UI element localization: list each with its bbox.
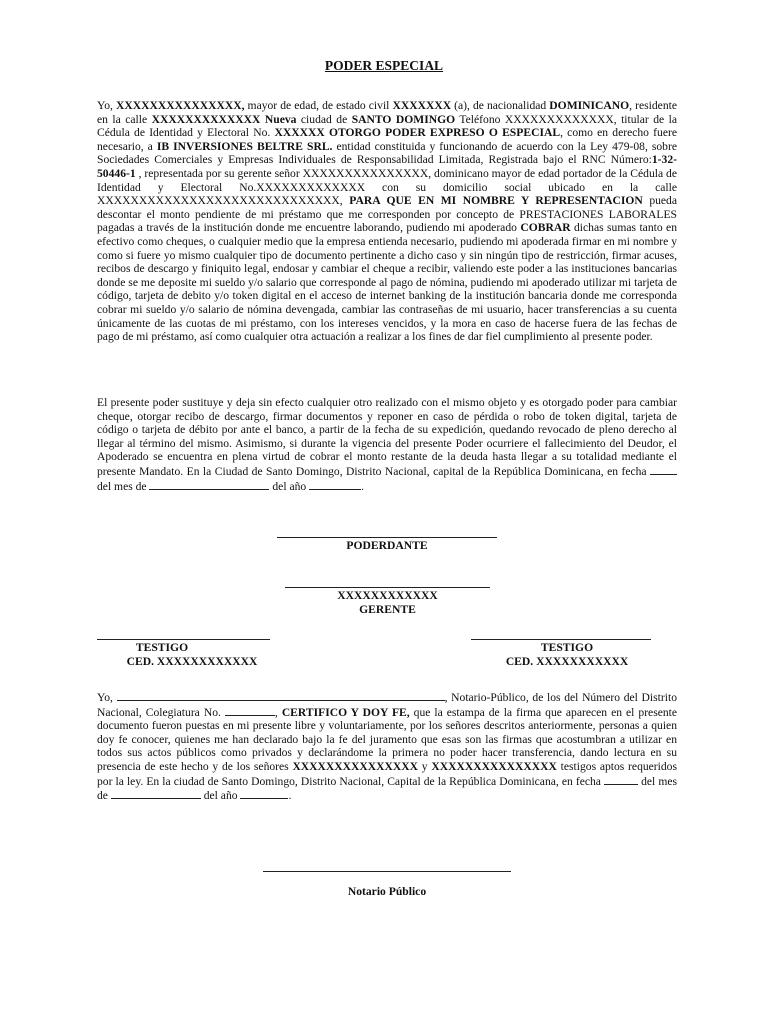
witness-name-1: XXXXXXXXXXXXXXX <box>292 759 419 773</box>
rnc-number: 1-32-50446-1 <box>97 153 677 180</box>
paragraph-power-of-attorney <box>97 99 677 344</box>
witness-left-label: TESTIGO <box>135 641 189 654</box>
poderdante-label: PODERDANTE <box>346 539 428 552</box>
text-run: dichas sumas tanto en efectivo como cheques, o cualquier medio que la empresa entienda necesario, pudiendo mi apoderada firmar en mi nombre y como si fuere yo mismo cualquier tipo de documento pertinente a dicho caso y sin ningún tipo de restricción, firmar acuses, recibos de descargo y finiquito legal, endosar y cambiar el cheque a recibir, valiendo este poder a las instituciones bancarias donde se me deposite mi sueldo y/o salario que corresponde al pago de nómina, pudiendo mi apoderado utilizar mi tarjeta de código, tarjeta de debito y/o token digital en el acceso de internet banking de la institución bancaria donde me corresponda cobrar mi sueldo y/o salario de nómina devengada, cambiar las contraseñas de mi usuario, hacer transferencias a su cuenta únicamente de las cuotas de mi préstamo, con los intereses vencidos, y la mora en caso de hacerse fuera de las fechas de pago de mi préstamo, así como cualquier otra actuación a realizar a los fines de dar fiel cumplimiento al presente poder. <box>97 221 677 344</box>
nationality: DOMINICANO <box>549 99 630 112</box>
text-run: El presente poder sustituye y deja sin efecto cualquier otro realizado con el mismo objeto y es otorgado poder para cambiar cheque, otorgar recibo de descargo, firmar documentos y reponer en caso de pérdida o robo de token digital, tarjeta de código o tarjeta de débito por ante el banco, a partir de la fecha de su expedición, quedando revocado de pleno derecho al llegar al término del mismo. Asimismo, si durante la vigencia del presente Poder ocurriere el fallecimiento del Deudor, el Apoderado se encuentra en plena virtud de cobrar el monto restante de la deuda hasta llegar a su totalidad mediante el presente Mandato. En la Ciudad de Santo Domingo, Distrito Nacional, capital de la República Dominicana, en fecha <box>97 396 677 478</box>
company-name: IB INVERSIONES BELTRE SRL. <box>156 139 333 153</box>
date-year-blank[interactable] <box>309 479 361 490</box>
gerente-name: XXXXXXXXXXXX <box>337 589 438 602</box>
certification-phrase: CERTIFICO Y DOY FE, <box>281 705 410 719</box>
document-title: PODER ESPECIAL <box>324 58 444 73</box>
collect-word: COBRAR <box>520 221 571 235</box>
text-run: (a), de nacionalidad <box>451 99 550 112</box>
city: SANTO DOMINGO <box>351 112 456 126</box>
grantor-name: XXXXXXXXXXXXXXX, <box>115 99 245 112</box>
representation-clause: PARA QUE EN MI NOMBRE Y REPRESENTACION <box>349 194 643 208</box>
text-run: ciudad de <box>296 112 352 126</box>
notary-date-day-blank[interactable] <box>604 774 638 785</box>
text-run: mayor de edad, de estado civil <box>244 99 393 112</box>
text-run: , residente en la calle <box>97 99 677 126</box>
text-run: que la estampa de la firma que aparecen en el presente documento fueron puestas en mi presente libre y voluntariamente, por los señores descritos anteriormente, personas a quien doy fe conocer, quienes me han declarado bajo la fe del juramento que esas son las firmas que acostumbran a utilizar en todos sus actos públicos como privados y declarándome la primera no poder hacer transferencia, dando lectura en su presencia de este hecho y de los señores <box>97 705 678 773</box>
text-run: , representada por su gerente señor XXXXXXXXXXXXXXX, dominicano mayor de edad portador de la Cédula de Identidad y Electoral No.XXXXXXXXXXXXX con su domicilio social ubicado en la calle XXXXXXXXXXXXXXXXXXXXXXXXXXXXX, <box>97 166 677 208</box>
street-address: XXXXXXXXXXXXX Nueva <box>151 112 297 126</box>
text-run: , como en derecho fuere necesario, a <box>97 126 677 153</box>
text-run: del año <box>200 789 241 803</box>
notary-name-blank[interactable] <box>117 690 445 701</box>
text-run: , Notario-Público, de los del Número del Distrito Nacional, Colegiatura No. <box>97 691 677 719</box>
text-run: del mes de <box>97 479 150 493</box>
notary-signature-line[interactable] <box>263 871 511 872</box>
date-day-blank[interactable] <box>650 464 677 475</box>
text-run: testigos aptos requeridos por la ley. En la ciudad de Santo Domingo, Distrito Nacional, Capital de la República Dominicana, en fecha <box>97 759 677 788</box>
paragraph-validity <box>97 396 677 493</box>
civil-status: XXXXXXX <box>392 99 452 112</box>
notary-date-month-blank[interactable] <box>111 788 201 799</box>
text-run: entidad constituida y funcionando de acuerdo con la Ley 479-08, sobre Sociedades Comerciales y Empresas Individuales de Responsabilidad Limitada, Registrada bajo el RNC Número: <box>97 139 677 167</box>
text-run: pueda descontar el monto pendiente de mi préstamo que me corresponden por concepto de PRESTACIONES LABORALES pagadas a través de la institución donde me encuentre laborando, pudiendo mi apoderado <box>97 194 677 235</box>
colegiatura-blank[interactable] <box>225 705 275 716</box>
text-run: y <box>418 759 432 773</box>
text-run: . <box>361 479 364 493</box>
notary-date-year-blank[interactable] <box>240 788 288 799</box>
witness-name-2: XXXXXXXXXXXXXXX <box>431 759 557 773</box>
text-run: del mes de <box>97 774 677 803</box>
witness-right-id: CED. XXXXXXXXXXX <box>505 655 629 668</box>
text-run: Teléfono XXXXXXXXXXXXX, titular de la Cédula de Identidad y Electoral No. <box>97 112 678 140</box>
paragraph-notary-certification <box>97 690 677 803</box>
gerente-signature-line[interactable] <box>285 587 490 588</box>
text-run: Yo, <box>97 99 116 112</box>
text-run: . <box>288 789 292 803</box>
text-run: del año <box>269 479 310 493</box>
text-run: Yo, <box>97 691 117 704</box>
witness-right-label: TESTIGO <box>540 641 594 654</box>
witness-right-signature-line[interactable] <box>471 639 651 640</box>
witness-left-id: CED. XXXXXXXXXXXX <box>126 655 258 668</box>
notary-label: Notario Público <box>347 885 427 898</box>
poderdante-signature-line[interactable] <box>277 537 497 538</box>
date-month-blank[interactable] <box>149 479 269 490</box>
text-run: , <box>274 705 282 719</box>
gerente-label: GERENTE <box>359 603 416 616</box>
witness-left-signature-line[interactable] <box>97 639 270 640</box>
grant-statement: XXXXXX OTORGO PODER EXPRESO O ESPECIAL <box>274 126 561 140</box>
